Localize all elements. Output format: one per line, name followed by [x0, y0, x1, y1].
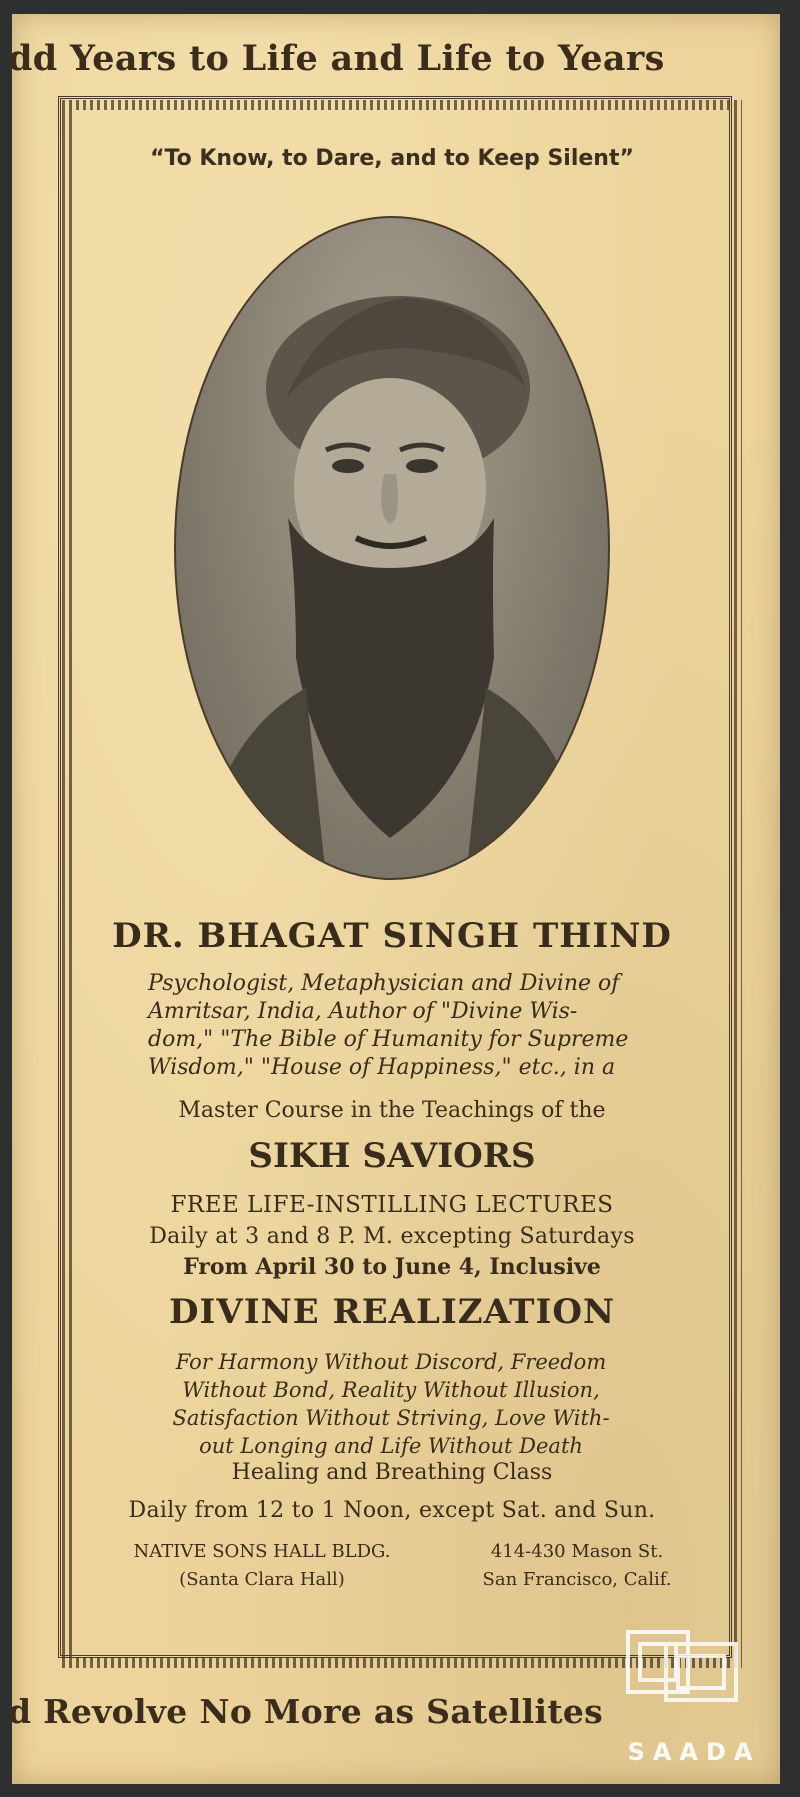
description-line: Amritsar, India, Author of "Divine Wis- [148, 999, 578, 1024]
harmony-line: For Harmony Without Discord, Freedom [175, 1350, 607, 1374]
class-schedule: Daily from 12 to 1 Noon, except Sat. and Sun. [128, 1498, 656, 1523]
venue-address-block [462, 1538, 692, 1594]
venue-street: 414-430 Mason St. [490, 1541, 664, 1562]
saada-watermark-text: SAADA [627, 1738, 761, 1766]
harmony-line: Without Bond, Reality Without Illusion, [182, 1378, 600, 1402]
venue-city: San Francisco, Calif. [482, 1569, 672, 1590]
speaker-name: DR. BHAGAT SINGH THIND [112, 916, 672, 956]
date-range: From April 30 to June 4, Inclusive [183, 1254, 601, 1280]
description-line: Wisdom," "House of Happiness," etc., in a [148, 1055, 616, 1080]
harmony-line: Satisfaction Without Striving, Love With- [172, 1406, 610, 1430]
venue-hall: (Santa Clara Hall) [179, 1569, 345, 1590]
portrait-photo-icon [174, 216, 610, 880]
description-line: dom," "The Bible of Humanity for Supreme [148, 1027, 629, 1052]
harmony-line: out Longing and Life Without Death [199, 1434, 583, 1458]
divine-realization-heading: DIVINE REALIZATION [168, 1292, 616, 1332]
speaker-description [148, 970, 634, 1082]
master-course-text: Master Course in the Teachings of the [178, 1098, 606, 1123]
venue-building-block [112, 1538, 412, 1594]
top-headline: dd Years to Life and Life to Years [8, 38, 665, 79]
healing-class-text: Healing and Breathing Class [231, 1460, 553, 1485]
bottom-headline: d Revolve No More as Satellites [8, 1692, 604, 1731]
harmony-text [148, 1348, 634, 1460]
saada-logo-icon [622, 1626, 742, 1706]
description-line: Psychologist, Metaphysician and Divine of [148, 971, 620, 996]
lecture-schedule: Daily at 3 and 8 P. M. excepting Saturdays [149, 1224, 635, 1249]
venue-building: NATIVE SONS HALL BLDG. [133, 1541, 391, 1562]
sikh-saviors-heading: SIKH SAVIORS [248, 1136, 536, 1176]
motto: “To Know, to Dare, and to Keep Silent” [150, 146, 634, 171]
flyer-content [82, 124, 702, 1640]
free-lectures-text: FREE LIFE-INSTILLING LECTURES [170, 1192, 614, 1218]
